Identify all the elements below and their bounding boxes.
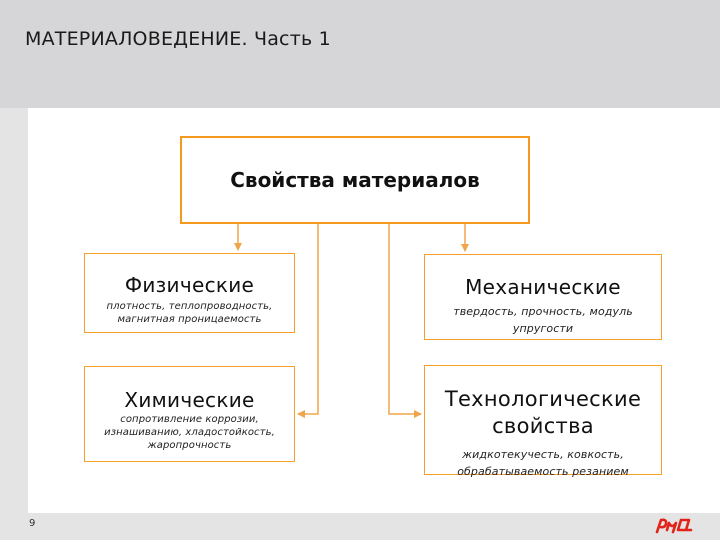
node-physical-title: Физические xyxy=(124,273,255,297)
rzd-logo xyxy=(654,515,694,535)
slide-title: МАТЕРИАЛОВЕДЕНИЕ. Часть 1 xyxy=(25,28,331,50)
node-physical xyxy=(84,253,295,333)
node-technological xyxy=(424,365,662,478)
slide-footer xyxy=(0,513,720,540)
node-physical-description: плотность, теплопроводность, магнитная проницаемость xyxy=(106,301,273,325)
node-technological-description: жидкотекучесть, ковкость, обрабатываемость резанием xyxy=(457,448,629,478)
connector-root-to-chemical xyxy=(298,224,318,414)
node-chemical-title: Химические xyxy=(124,388,255,412)
node-technological-title: Технологические свойства xyxy=(444,387,642,438)
connector-root-to-technological xyxy=(389,224,421,414)
node-chemical xyxy=(84,366,295,462)
node-root xyxy=(180,136,530,224)
node-mechanical xyxy=(424,254,662,340)
node-root-label: Свойства материалов xyxy=(230,168,480,192)
node-mechanical-description: твердость, прочность, модуль упругости xyxy=(453,305,633,335)
node-chemical-description: сопротивление коррозии, изнашиванию, хладостойкость, жаропрочность xyxy=(104,414,275,451)
page-number: 9 xyxy=(29,518,36,529)
node-mechanical-title: Механические xyxy=(465,275,621,299)
